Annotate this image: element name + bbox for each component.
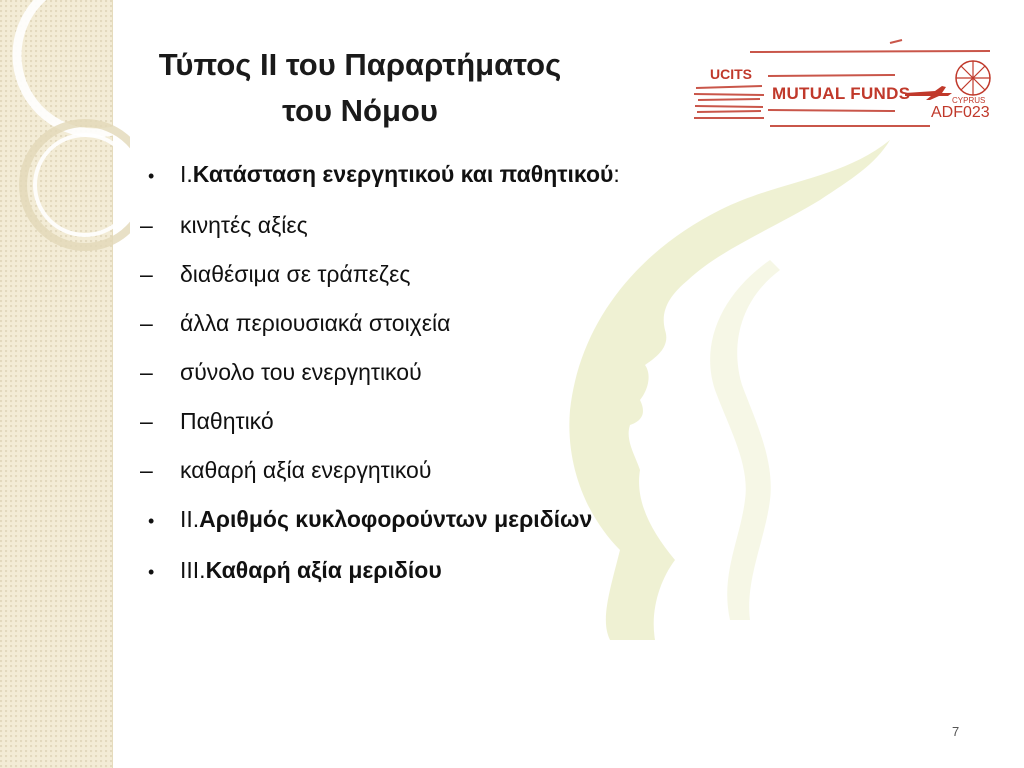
- slide-title-line-2: του Νόμου: [282, 93, 438, 128]
- logo-mutual-funds-text: MUTUAL FUNDS: [772, 84, 911, 103]
- item-text: διαθέσιμα σε τράπεζες: [180, 261, 411, 287]
- ucits-mutual-funds-logo: [690, 38, 1000, 132]
- bullet-list: [140, 150, 1000, 597]
- logo-code-text: ADF023: [931, 104, 990, 121]
- slide-title-line-1: Τύπος ΙΙ του Παραρτήματος: [158, 47, 562, 82]
- list-item: [140, 495, 1000, 546]
- page-number: 7: [952, 724, 960, 739]
- list-item: [140, 150, 1000, 201]
- dash-marker: –: [140, 212, 153, 238]
- item-text: άλλα περιουσιακά στοιχεία: [180, 310, 451, 336]
- bullet-marker: •: [148, 562, 155, 582]
- list-item: [140, 546, 1000, 597]
- item-bold-text: Καθαρή αξία μεριδίου: [205, 557, 442, 583]
- item-suffix: :: [613, 161, 620, 187]
- dash-marker: –: [140, 359, 153, 385]
- item-text: κινητές αξίες: [180, 212, 308, 238]
- item-bold-text: Αριθμός κυκλοφορούντων μεριδίων: [199, 506, 593, 532]
- list-item: [140, 348, 1000, 397]
- item-text: Παθητικό: [180, 408, 274, 434]
- bullet-marker: •: [148, 166, 155, 186]
- logo-cyprus-text: CYPRUS: [952, 96, 986, 105]
- dash-marker: –: [140, 261, 153, 287]
- logo-ucits-text: UCITS: [710, 66, 752, 82]
- list-item: [140, 446, 1000, 495]
- slide-title: [120, 42, 600, 134]
- list-item: [140, 250, 1000, 299]
- decorative-circles: [0, 0, 130, 260]
- item-text: σύνολο του ενεργητικού: [180, 359, 422, 385]
- dash-marker: –: [140, 457, 153, 483]
- dash-marker: –: [140, 408, 153, 434]
- bullet-marker: •: [148, 511, 155, 531]
- item-text: καθαρή αξία ενεργητικού: [180, 457, 432, 483]
- list-item: [140, 201, 1000, 250]
- list-item: [140, 299, 1000, 348]
- item-prefix: I.: [180, 161, 193, 187]
- item-prefix: II.: [180, 506, 200, 532]
- item-bold-text: Κατάσταση ενεργητικού και παθητικού: [192, 161, 614, 187]
- item-prefix: III.: [180, 557, 206, 583]
- list-item: [140, 397, 1000, 446]
- dash-marker: –: [140, 310, 153, 336]
